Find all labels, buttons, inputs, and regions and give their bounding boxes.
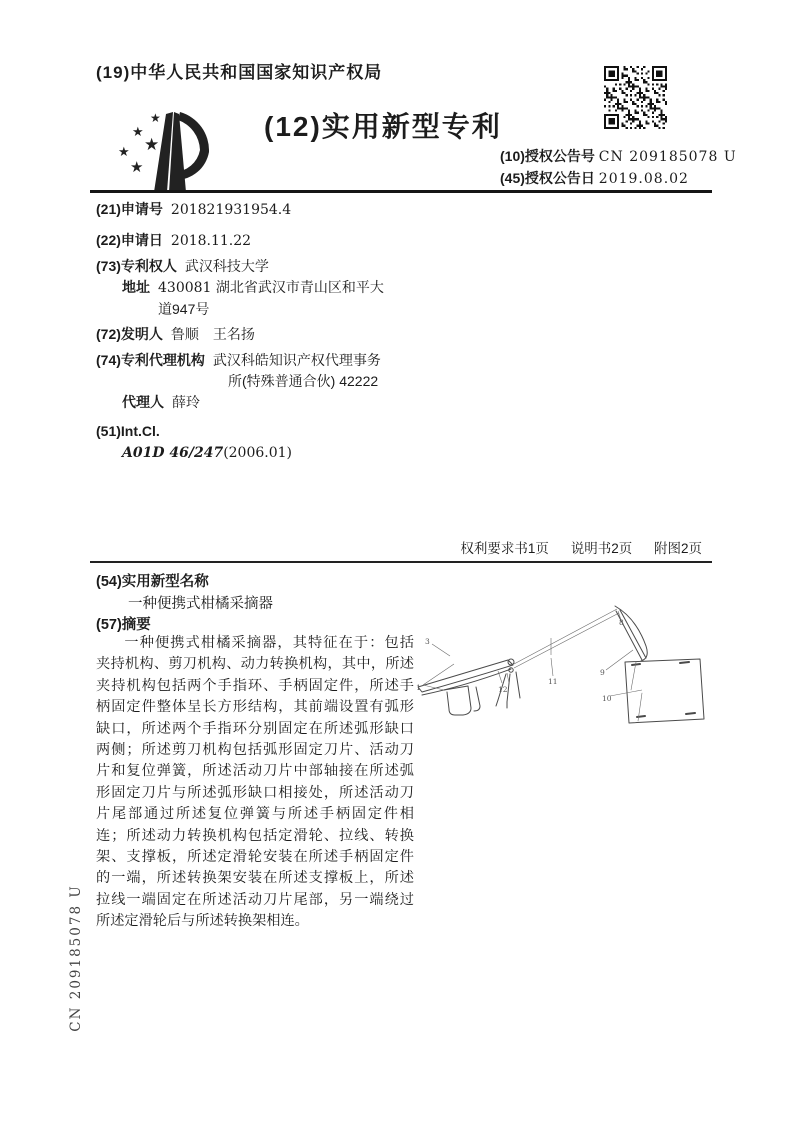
abstract-line: 连；所述动力转换机构包括定滑轮、拉线、转换	[96, 827, 414, 844]
agency-label: (74)专利代理机构	[96, 352, 205, 368]
application-date-label: (22)申请日	[96, 232, 163, 248]
figure-label-12: 12	[498, 685, 508, 694]
figures-pages: 附图2页	[653, 541, 702, 556]
agency-name-line2: 所(特殊普通合伙) 42222	[228, 373, 379, 389]
logo-star-4: ★	[118, 144, 130, 159]
abstract-line: 形固定刀片与所述弧形缺口相接处，所述活动刀	[96, 784, 414, 801]
publication-date-line	[500, 168, 737, 190]
agency-name-line1: 武汉科皓知识产权代理事务	[212, 352, 381, 368]
section-divider	[90, 561, 712, 563]
application-number: 201821931954.4	[170, 202, 292, 218]
qr-code	[604, 66, 667, 129]
document-type-title: (12)实用新型专利	[264, 111, 502, 142]
cnipa-logo	[110, 100, 222, 196]
address-label: 地址	[122, 279, 150, 295]
intcl-code: A01D 46/247	[122, 445, 224, 461]
patentee-name: 武汉科技大学	[184, 258, 269, 274]
title-section-label: (54)实用新型名称	[96, 574, 209, 590]
claims-pages: 权利要求书1页	[460, 541, 549, 556]
publication-number-line	[500, 146, 737, 168]
figure-label-1: 1	[416, 683, 421, 692]
publication-number-label: (10)授权公告号	[500, 148, 595, 164]
publication-date: 2019.08.02	[598, 171, 689, 187]
patent-figure	[410, 598, 712, 732]
description-pages: 说明书2页	[570, 541, 633, 556]
logo-star-1: ★	[150, 111, 161, 125]
abstract-section-label: (57)摘要	[96, 617, 151, 633]
agency-row	[96, 350, 381, 413]
application-number-label: (21)申请号	[96, 201, 163, 217]
agent-label: 代理人	[122, 394, 164, 410]
address-line2: 道947号	[158, 301, 210, 317]
abstract-line: 所述定滑轮后与所述转换架相连。	[96, 913, 309, 930]
converter-and-plate-drawing	[615, 606, 704, 723]
abstract-line: 夹持机构、剪刀机构、动力转换机构，其中，所述	[96, 656, 414, 673]
header-divider	[90, 190, 712, 193]
inventors-row	[96, 324, 255, 345]
inventors-names: 鲁顺 王名扬	[170, 326, 255, 342]
abstract-line: 两侧；所述剪刀机构包括弧形固定刀片、活动刀	[96, 742, 414, 759]
abstract-line: 柄固定件整体呈长方形结构，其前端设置有弧形	[96, 699, 414, 716]
abstract-text	[96, 633, 414, 933]
intcl-version: (2006.01)	[223, 445, 293, 461]
figure-label-8: 8	[619, 618, 624, 627]
logo-star-2: ★	[132, 124, 144, 139]
abstract-line: 架、支撑板，所述定滑轮安装在所述手柄固定件	[96, 849, 414, 866]
publication-info	[500, 146, 737, 190]
pull-line-drawing	[514, 609, 619, 668]
figure-label-11: 11	[548, 677, 558, 686]
agent-name: 薛玲	[172, 394, 200, 410]
abstract-line: 的一端，所述转换架安装在所述支撑板上，所述	[96, 870, 414, 887]
inventors-label: (72)发明人	[96, 326, 163, 342]
address-line1: 430081 湖北省武汉市青山区和平大	[158, 280, 384, 296]
abstract-line: 一种便携式柑橘采摘器，其特征在于：包括	[124, 635, 414, 651]
abstract-line: 缺口，所述两个手指环分别固定在所述弧形缺口	[96, 720, 414, 737]
publication-number: CN 209185078 U	[598, 149, 737, 165]
application-date: 2018.11.22	[170, 233, 252, 249]
figure-leader-lines	[423, 611, 642, 696]
intcl-label: (51)Int.Cl.	[96, 423, 160, 439]
patentee-row	[96, 256, 384, 320]
abstract-line: 夹持机构包括两个手指环、手柄固定件，所述手	[96, 677, 414, 694]
patentee-label: (73)专利权人	[96, 258, 177, 274]
abstract-line: 拉线一端固定在所述活动刀片尾部，另一端绕过	[96, 891, 414, 908]
intcl-row	[96, 421, 292, 464]
invention-title: 一种便携式柑橘采摘器	[128, 596, 273, 612]
application-number-row	[96, 199, 291, 221]
margin-publication-number: CN 209185078 U	[68, 884, 84, 1032]
abstract-line: 片和复位弹簧，所述活动刀片中部轴接在所述弧	[96, 763, 414, 780]
publication-date-label: (45)授权公告日	[500, 170, 595, 186]
figure-label-9: 9	[600, 668, 605, 677]
application-date-row	[96, 230, 251, 252]
figure-label-10: 10	[602, 694, 612, 703]
figure-label-3: 3	[425, 637, 430, 646]
abstract-line: 片尾部通过所述复位弹簧与所述手柄固定件相	[96, 806, 414, 823]
issuing-office: (19)中华人民共和国国家知识产权局	[96, 63, 383, 82]
logo-star-5: ★	[130, 159, 144, 176]
logo-star-3: ★	[144, 135, 160, 154]
page-counts	[442, 537, 702, 557]
